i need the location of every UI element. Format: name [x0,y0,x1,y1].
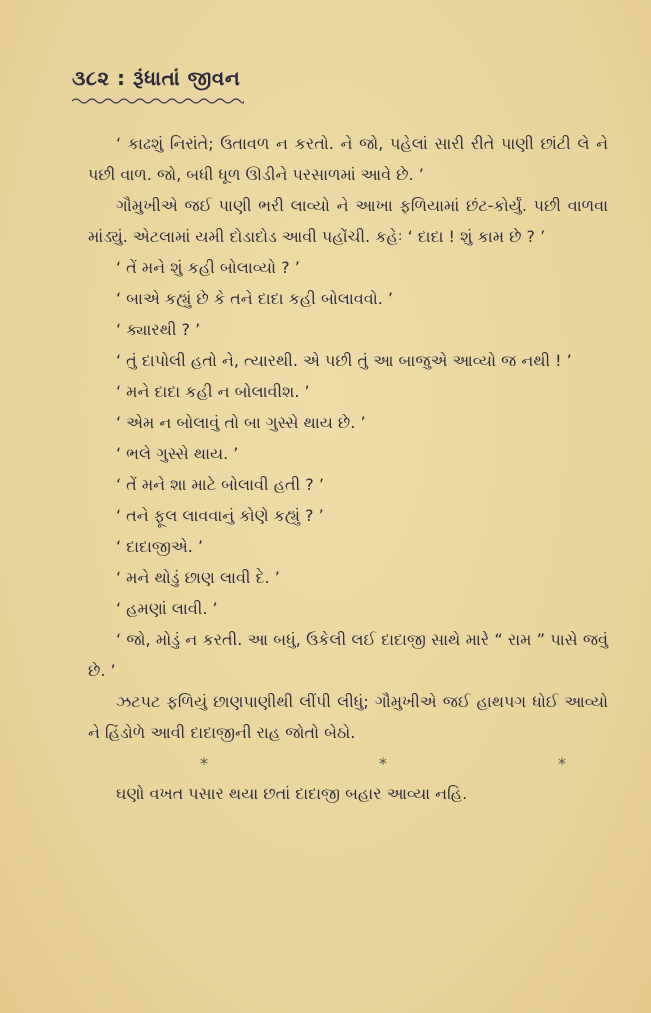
paragraph: ‘ કાઢશું નિરાંતે; ઉતાવળ ન કરતો. ને જો, પહેલાં સારી રીતે પાણી છાંટી લે ને પછી વાળ. જો, બધી ધૂળ ઊડીને પરસાળમાં આવે છે. ’ [88,134,608,184]
dialogue-line: ‘ બાએ કહ્યું છે કે તને દાદા કહી બોલાવવો. ’ [116,289,393,308]
header-underline [72,96,244,106]
dialogue-line: ‘ મને થોડું છાણ લાવી દે. ’ [116,568,280,587]
dialogue-line: ‘ મને દાદા કહી ન બોલાવીશ. ’ [116,382,310,401]
dialogue-line: ‘ ક્યારથી ? ’ [116,320,201,339]
dialogue-line: ‘ તને ફૂલ લાવવાનું કોણે કહ્યું ? ’ [116,506,324,525]
page-header: ૩૮૨ : રૂંધાતાં જીવન [72,66,241,90]
section-separator [88,750,608,778]
dialogue-line: ‘ એમ ન બોલાવું તો બા ગુસ્સે થાય છે. ’ [116,413,366,432]
dialogue-line: ‘ તેં મને શું કહી બોલાવ્યો ? ’ [116,258,300,277]
paragraph: ‘ તું દાપોલી હતો ને, ત્યારથી. એ પછી તું આ બાજુએ આવ્યો જ નથી ! ’ [116,351,572,370]
body-text [88,128,608,809]
separator-asterisk: * [558,754,566,773]
dialogue-line: ‘ તેં મને શા માટે બોલાવી હતી ? ’ [116,475,324,494]
separator-asterisk: * [379,754,387,773]
separator-asterisk: * [200,754,208,773]
paragraph: ઘણો વખત પસાર થયા છતાં દાદાજી બહાર આવ્યા નહિ. [116,784,468,803]
dialogue-line: ‘ ભલે ગુસ્સે થાય. ’ [116,444,239,463]
paragraph: ગૌમુખીએ જઈ પાણી ભરી લાવ્યો ને આખા ફળિયામાં છંટ-કોર્યું. પછી વાળવા માંડ્યું. એટલામાં યમી દોડાદોડ આવી પહોંચી. કહેઃ ‘ દાદા ! શું કામ છે ? ’ [88,196,608,246]
dialogue-line: ‘ દાદાજીએ. ’ [116,537,204,556]
paragraph: ઝટપટ ફળિયું છાણપાણીથી લીંપી લીધું; ગૌમુખીએ જઈ હાથપગ ધોઈ આવ્યો ને હિંડોળે આવી દાદાજીની રાહ જોતો બેઠો. [88,692,608,742]
paragraph: ‘ જો, મોડું ન કરતી. આ બધું, ઉકેલી લઈ દાદાજી સાથે મારે “ રામ ” પાસે જવું છે. ’ [88,630,608,680]
dialogue-line: ‘ હમણાં લાવી. ’ [116,599,218,618]
